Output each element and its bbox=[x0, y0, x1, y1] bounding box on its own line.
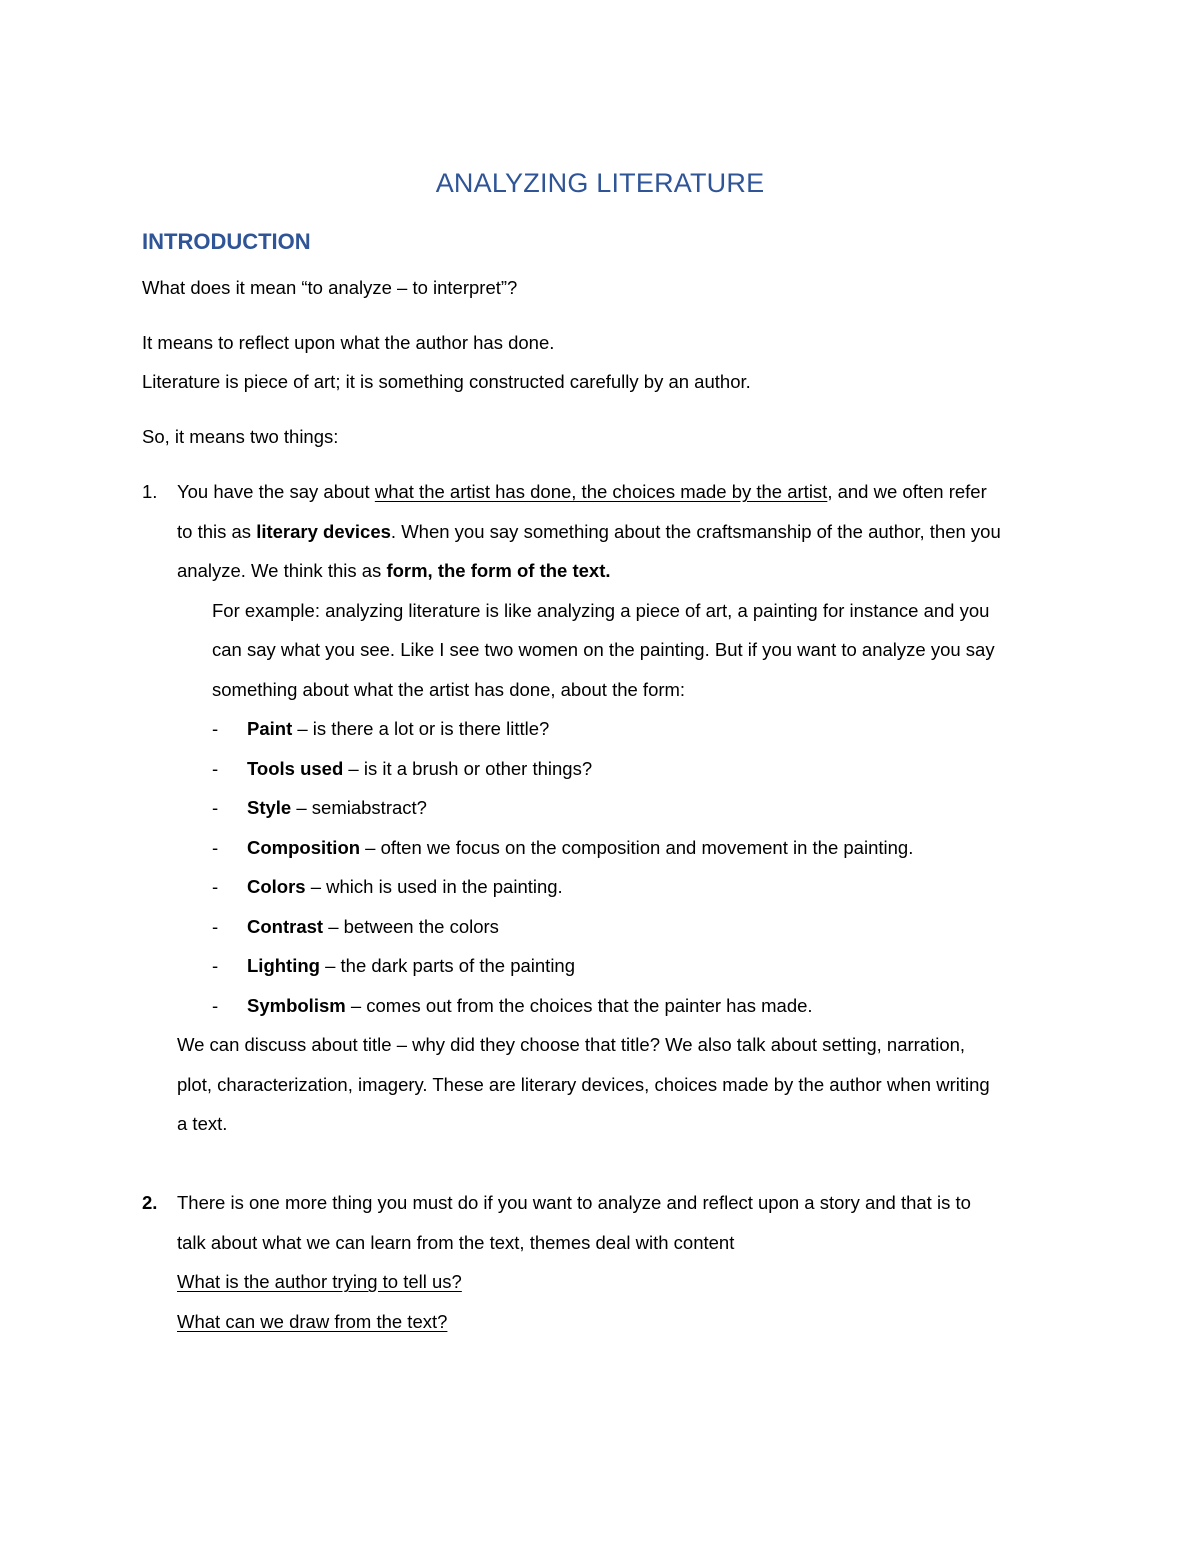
bullet-desc: – is there a lot or is there little? bbox=[292, 718, 550, 739]
bullet-dash: - bbox=[212, 995, 219, 1016]
bullet-dash: - bbox=[212, 758, 219, 779]
item1-line-1 bbox=[177, 480, 987, 504]
bullet-desc: – is it a brush or other things? bbox=[343, 758, 593, 779]
item1-line3-period: . bbox=[605, 560, 611, 581]
after-bullets-line-1: We can discuss about title – why did they choose that title? We also talk about setting, narration, bbox=[177, 1034, 966, 1055]
bullet-text bbox=[247, 954, 575, 978]
list-number-1: 1. bbox=[142, 481, 158, 502]
item1-line1-text-a: You have the say about bbox=[177, 481, 375, 502]
item2-line-1: There is one more thing you must do if you want to analyze and reflect upon a story and that is to bbox=[177, 1192, 971, 1213]
bullet-text bbox=[247, 994, 813, 1018]
bullet-desc: – often we focus on the composition and movement in the painting. bbox=[360, 837, 914, 858]
list-number-2: 2. bbox=[142, 1192, 158, 1213]
bullet-term: Composition bbox=[247, 837, 361, 858]
example-line-3: something about what the artist has done, about the form: bbox=[212, 679, 686, 700]
paragraph-2: Literature is piece of art; it is something constructed carefully by an author. bbox=[142, 371, 751, 392]
paragraph-3: So, it means two things: bbox=[142, 426, 339, 447]
item1-line2-text-a: to this as bbox=[177, 521, 257, 542]
bullet-text bbox=[247, 915, 499, 939]
bullet-text bbox=[247, 796, 427, 820]
bullet-text bbox=[247, 717, 549, 741]
bullet-text bbox=[247, 875, 563, 899]
bullet-dash: - bbox=[212, 718, 219, 739]
bullet-desc: – the dark parts of the painting bbox=[319, 955, 576, 976]
bullet-term: Style bbox=[247, 797, 292, 818]
item1-line-3 bbox=[177, 559, 611, 583]
bullet-desc: – comes out from the choices that the painter has made. bbox=[345, 995, 813, 1016]
item1-line1-text-b: , and we often refer bbox=[827, 481, 987, 502]
underlined-question-1: What is the author trying to tell us? bbox=[177, 1271, 462, 1292]
paragraph-1: It means to reflect upon what the author has done. bbox=[142, 332, 555, 353]
section-heading: INTRODUCTION bbox=[142, 229, 311, 254]
bullet-dash: - bbox=[212, 797, 219, 818]
bullet-term: Tools used bbox=[247, 758, 344, 779]
item1-line2-text-b: . When you say something about the craftsmanship of the author, then you bbox=[390, 521, 1001, 542]
item1-bold-form: form, the form of the text bbox=[386, 560, 606, 581]
bullet-desc: – semiabstract? bbox=[291, 797, 427, 818]
bullet-desc: – between the colors bbox=[323, 916, 499, 937]
item2-question-1 bbox=[177, 1270, 462, 1294]
bullet-dash: - bbox=[212, 837, 219, 858]
underlined-question-2: What can we draw from the text? bbox=[177, 1311, 448, 1332]
bullet-term: Lighting bbox=[247, 955, 320, 976]
item2-line-2: talk about what we can learn from the text, themes deal with content bbox=[177, 1232, 735, 1253]
item1-bold-literary-devices: literary devices bbox=[256, 521, 391, 542]
bullet-text bbox=[247, 757, 592, 781]
example-line-2: can say what you see. Like I see two women on the painting. But if you want to analyze you say bbox=[212, 639, 995, 660]
question-line: What does it mean “to analyze – to interpret”? bbox=[142, 277, 518, 298]
bullet-term: Colors bbox=[247, 876, 306, 897]
bullet-desc: – which is used in the painting. bbox=[305, 876, 563, 897]
document-title: ANALYZING LITERATURE bbox=[435, 168, 765, 198]
after-bullets-line-3: a text. bbox=[177, 1113, 228, 1134]
bullet-term: Symbolism bbox=[247, 995, 346, 1016]
after-bullets-line-2: plot, characterization, imagery. These are literary devices, choices made by the author when writing bbox=[177, 1074, 990, 1095]
bullet-term: Contrast bbox=[247, 916, 324, 937]
item1-underlined-phrase: what the artist has done, the choices made by the artist bbox=[374, 481, 828, 502]
item1-line-2 bbox=[177, 520, 1001, 544]
bullet-dash: - bbox=[212, 955, 219, 976]
item1-line3-text-a: analyze. We think this as bbox=[177, 560, 387, 581]
bullet-text bbox=[247, 836, 913, 860]
item2-question-2 bbox=[177, 1310, 447, 1334]
bullet-term: Paint bbox=[247, 718, 293, 739]
example-line-1: For example: analyzing literature is like analyzing a piece of art, a painting for instance and you bbox=[212, 600, 990, 621]
bullet-dash: - bbox=[212, 876, 219, 897]
bullet-dash: - bbox=[212, 916, 219, 937]
